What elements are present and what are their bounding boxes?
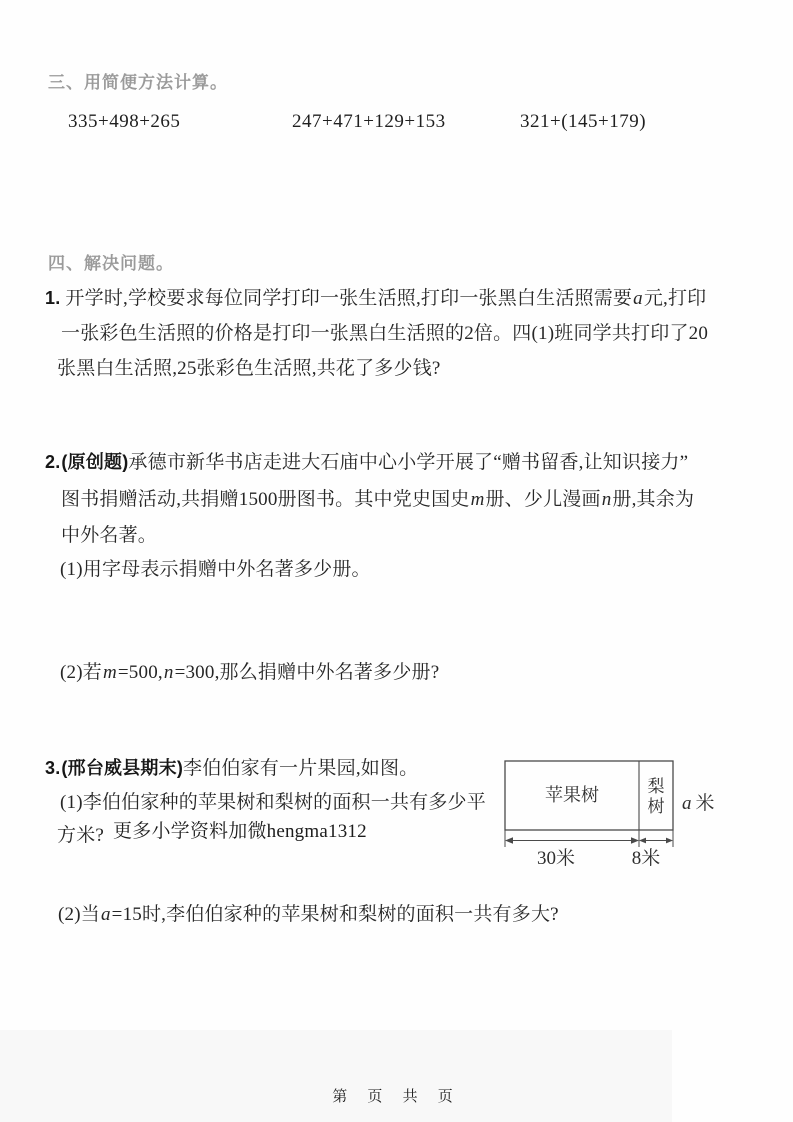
problem-2-source-tag: (原创题) xyxy=(61,452,129,472)
problem-2-q2-text-a: (2)若 xyxy=(60,662,102,683)
variable-m-value: m xyxy=(102,662,117,683)
problem-2-text: 承德市新华书店走进大石庙中心小学开展了“赠书留香,让知识接力” xyxy=(128,452,689,473)
orchard-diagram xyxy=(495,752,705,857)
problem-1-line-3: 张黑白生活照,25张彩色生活照,共花了多少钱? xyxy=(57,358,441,379)
problem-1-line-1 xyxy=(45,287,706,311)
height-unit: 米 xyxy=(695,793,715,814)
section-four-title: 四、解决问题。 xyxy=(48,254,174,273)
section-three-title: 三、用简便方法计算。 xyxy=(48,73,228,92)
expression-1: 335+498+265 xyxy=(68,111,181,132)
problem-2-text-2c: 册,其余为 xyxy=(612,489,695,510)
problem-2-line-2 xyxy=(61,488,694,512)
problem-3-number: 3. xyxy=(45,758,61,778)
apple-width-label: 30米 xyxy=(536,848,575,869)
problem-1-text: 开学时,学校要求每位同学打印一张生活照,打印一张黑白生活照需要 xyxy=(65,288,633,309)
apple-trees-label: 苹果树 xyxy=(545,785,599,805)
problem-2-text-2a: 图书捐赠活动,共捐赠1500册图书。其中党史国史 xyxy=(61,489,470,510)
problem-3-q1-text-end: 方米? xyxy=(57,825,105,846)
problem-2-q2-text-c: =300,那么捐赠中外名著多少册? xyxy=(174,662,440,683)
page-footer: 第 页 共 页 xyxy=(332,1088,461,1105)
watermark-text: 更多小学资料加微hengma1312 xyxy=(113,821,367,842)
problem-3-question-1-line-2 xyxy=(57,821,367,848)
problem-2-line-1 xyxy=(45,451,688,475)
problem-3-question-2 xyxy=(58,903,559,927)
expression-2: 247+471+129+153 xyxy=(292,111,446,132)
height-dimension-label xyxy=(681,794,715,813)
variable-m: m xyxy=(470,489,485,510)
variable-a: a xyxy=(633,288,643,309)
problem-2-q2-text-b: =500, xyxy=(117,662,163,683)
scan-shadow xyxy=(0,1030,672,1122)
problem-2-text-2b: 册、少儿漫画 xyxy=(485,489,601,510)
problem-2-question-2 xyxy=(60,661,439,685)
problem-3-q2-text-a: (2)当 xyxy=(58,904,100,925)
problem-3-source-tag: (邢台威县期末) xyxy=(61,758,184,778)
variable-a-value: a xyxy=(100,904,111,925)
pear-trees-label: 梨树 xyxy=(647,777,665,816)
problem-3-line-1 xyxy=(45,757,418,781)
variable-a-diagram: a xyxy=(682,793,692,814)
variable-n-value: n xyxy=(163,662,174,683)
problem-3-question-1-line-1: (1)李伯伯家种的苹果树和梨树的面积一共有多少平 xyxy=(60,792,486,813)
problem-2-question-1: (1)用字母表示捐赠中外名著多少册。 xyxy=(60,559,371,580)
variable-n: n xyxy=(601,489,612,510)
expression-3: 321+(145+179) xyxy=(520,111,647,132)
problem-3-text: 李伯伯家有一片果园,如图。 xyxy=(183,758,419,779)
problem-1-text-cont: 元,打印 xyxy=(643,288,707,309)
pear-width-label: 8米 xyxy=(631,848,661,869)
problem-2-number: 2. xyxy=(45,452,61,472)
problem-3-q2-text-b: =15时,李伯伯家种的苹果树和梨树的面积一共有多大? xyxy=(111,904,559,925)
problem-1-line-2: 一张彩色生活照的价格是打印一张黑白生活照的2倍。四(1)班同学共打印了20 xyxy=(61,323,709,344)
problem-1-number: 1. xyxy=(45,288,61,308)
problem-2-line-3: 中外名著。 xyxy=(61,525,158,546)
